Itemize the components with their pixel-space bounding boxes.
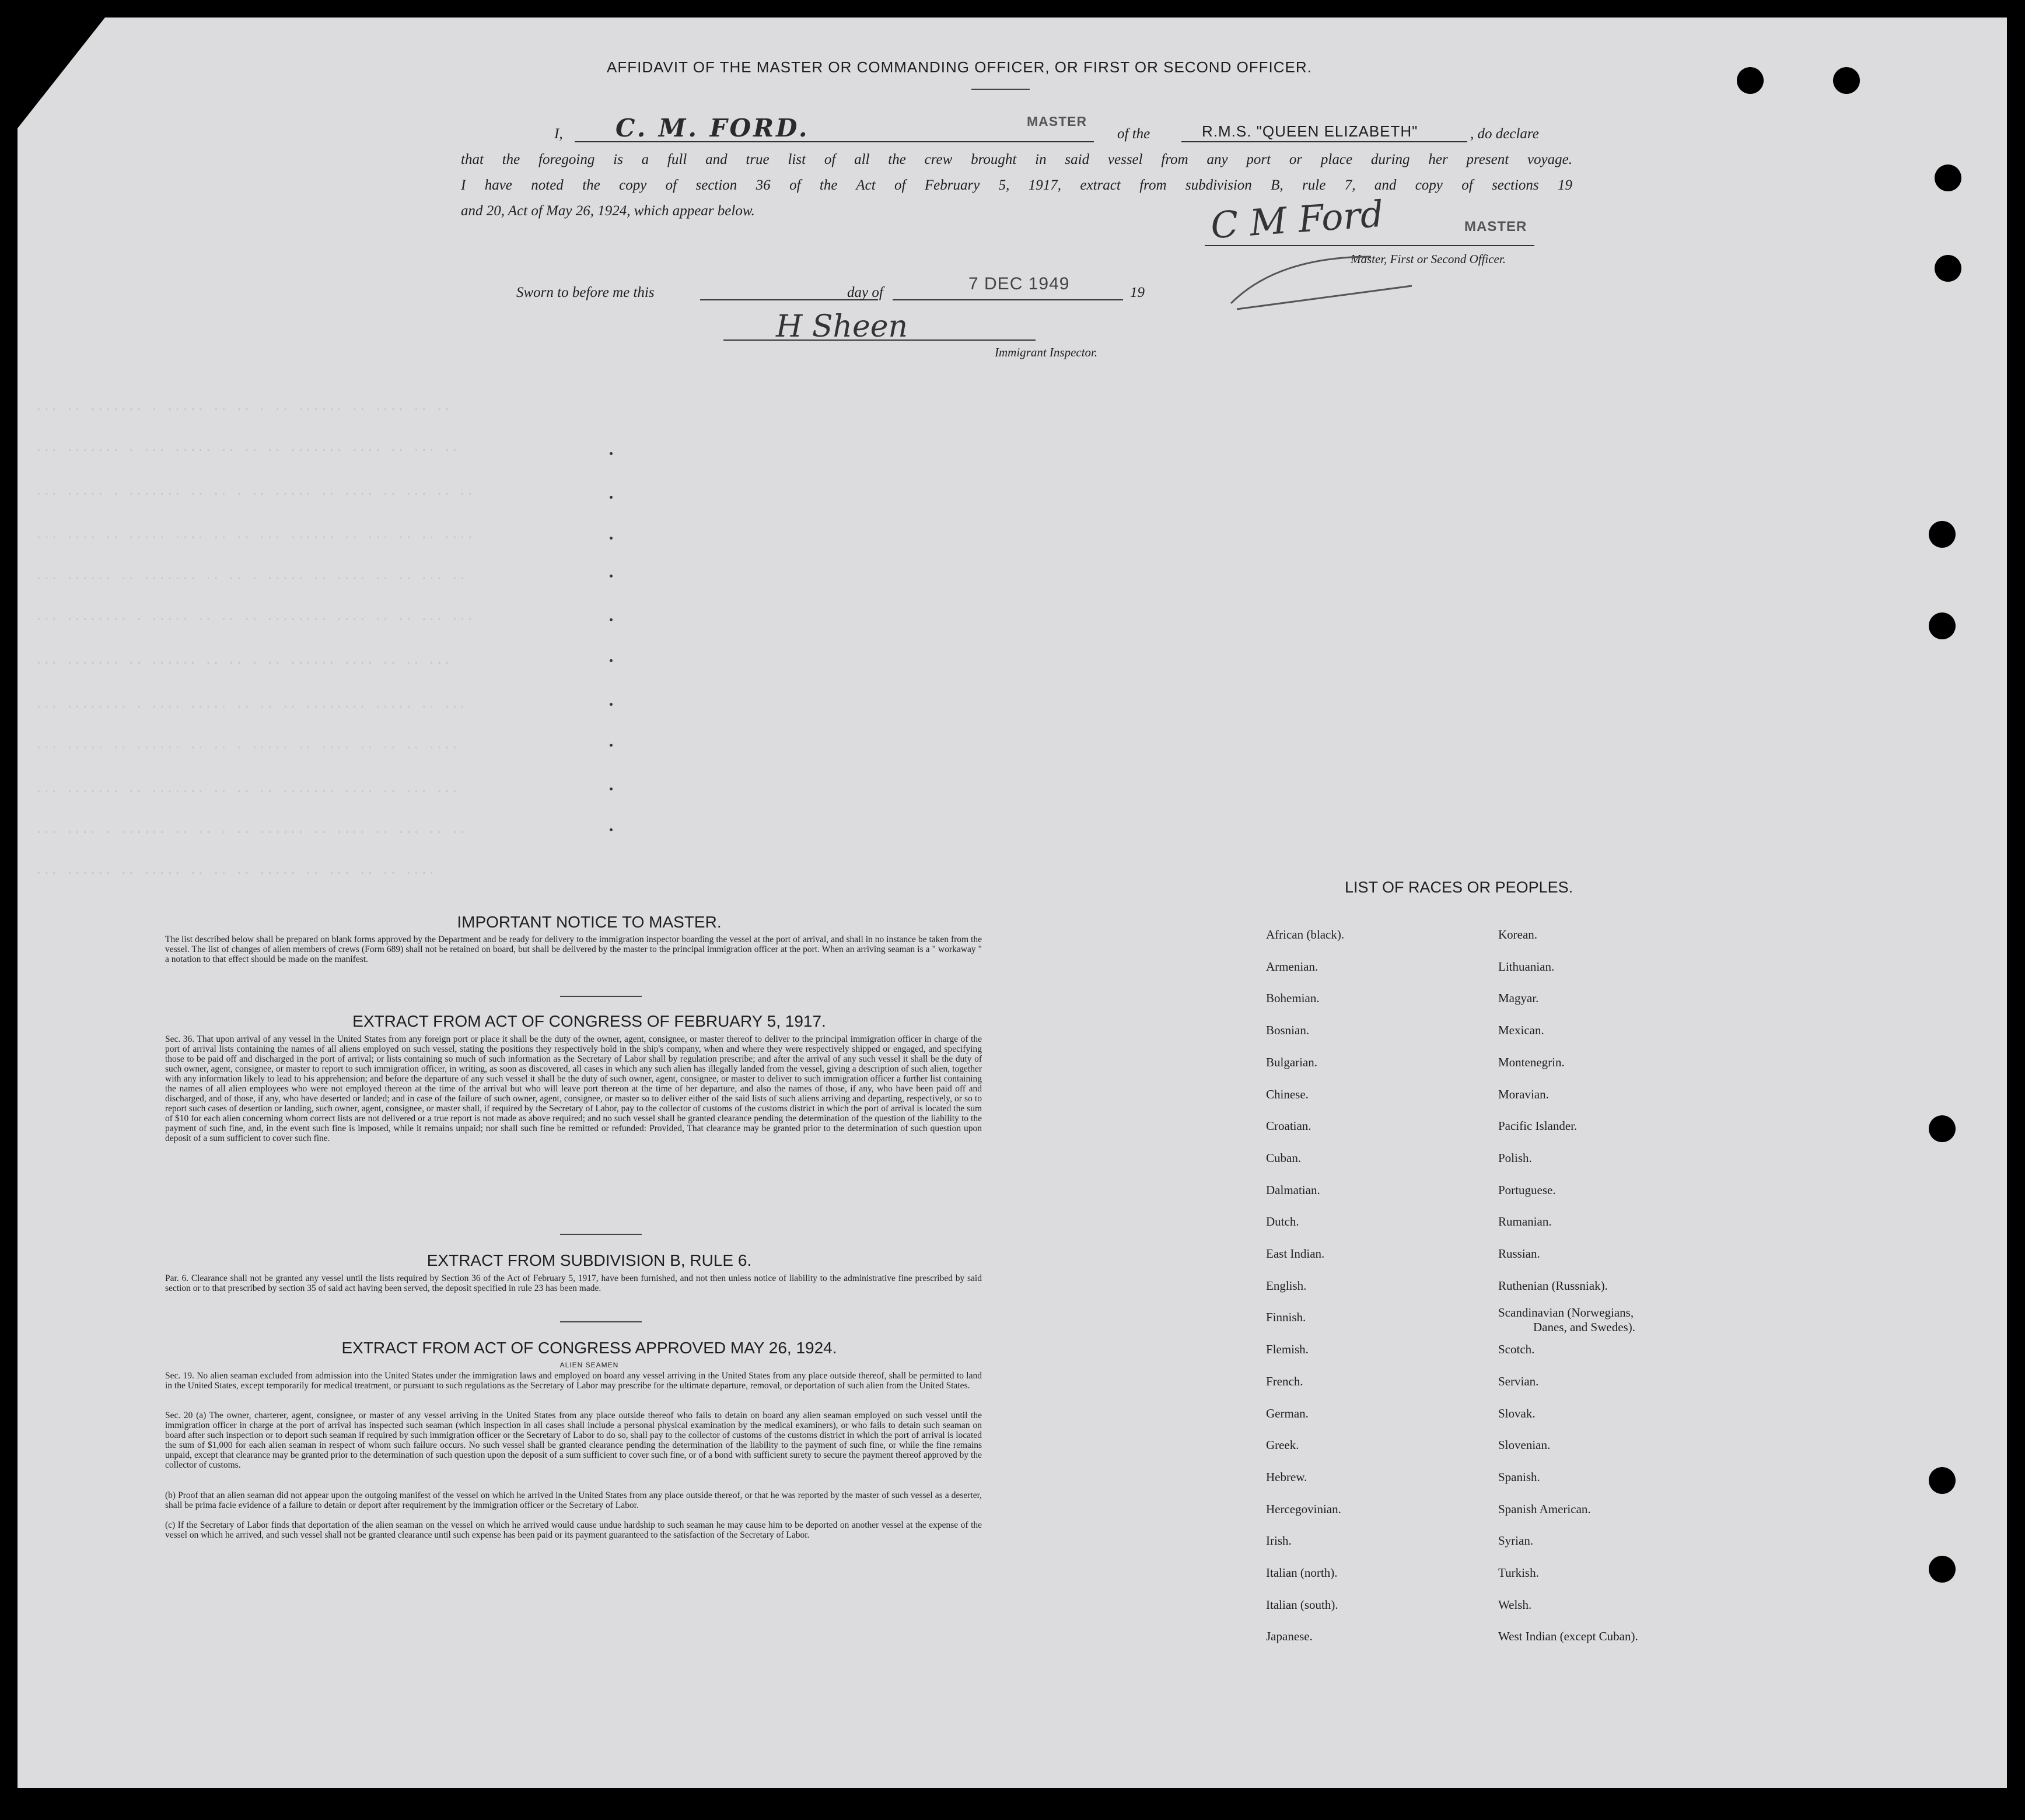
bleed-through-row: ... .... .. ..... .... .. .. ... ...... .. ... .. .. .... bbox=[35, 528, 474, 542]
race-item: Flemish. bbox=[1266, 1342, 1309, 1357]
race-item: Irish. bbox=[1266, 1534, 1292, 1548]
date-stamp: 7 DEC 1949 bbox=[968, 274, 1070, 293]
race-item: Bohemian. bbox=[1266, 991, 1320, 1006]
race-item: East Indian. bbox=[1266, 1247, 1325, 1261]
inspector-caption: Immigrant Inspector. bbox=[995, 345, 1098, 359]
affidavit-prefix: I, bbox=[554, 126, 563, 142]
race-item: Moravian. bbox=[1498, 1087, 1549, 1101]
race-item: Dutch. bbox=[1266, 1214, 1299, 1229]
punch-hole-icon bbox=[1929, 521, 1956, 548]
column-dot bbox=[610, 744, 613, 747]
bleed-through-row: ... ....... .. ...... .. .. . .. ...... .... .. .. ... bbox=[35, 653, 451, 668]
vessel-line bbox=[1181, 141, 1467, 142]
race-item: Japanese. bbox=[1266, 1629, 1313, 1644]
race-item: Hercegovinian. bbox=[1266, 1502, 1341, 1516]
race-item: Bulgarian. bbox=[1266, 1055, 1318, 1069]
clipped-corner bbox=[18, 18, 105, 128]
notice-text: The list described below shall be prepared on blank forms approved by the Department and be ready for delivery to the immigration inspector boarding the vessel at the port of arrival, and shall in no instance be taken from the vessel. The list of changes of alien members of crews (Form 689) shall not be retained on board, but shall be delivered by the master to the principal immigration officer at the port. When an arriving seaman is a " workaway " a notation to that effect should be made on the manifest. bbox=[165, 935, 982, 964]
affidavit-line-4: and 20, Act of May 26, 1924, which appear below. bbox=[461, 203, 755, 219]
punch-hole-icon bbox=[1929, 1467, 1956, 1494]
race-item: Slovak. bbox=[1498, 1406, 1536, 1420]
race-item: Pacific Islander. bbox=[1498, 1119, 1578, 1133]
notice-heading: IMPORTANT NOTICE TO MASTER. bbox=[457, 913, 722, 931]
extract-1924-heading: EXTRACT FROM ACT OF CONGRESS APPROVED MAY 26, 1924. bbox=[341, 1339, 837, 1357]
column-dot bbox=[610, 618, 613, 621]
extract-1917-heading: EXTRACT FROM ACT OF CONGRESS OF FEBRUARY 5, 1917. bbox=[352, 1012, 826, 1030]
title-rule bbox=[971, 89, 1030, 90]
column-dot bbox=[610, 703, 613, 706]
day-of-label: day of bbox=[847, 285, 883, 300]
affidavit-line-2: that the foregoing is a full and true list of all the crew brought in said vessel from any port or place during her present voyage. bbox=[461, 152, 1572, 167]
race-item: Armenian. bbox=[1266, 959, 1318, 974]
sec20c-text: (c) If the Secretary of Labor finds that deportation of the alien seaman on the vessel on which he arrived would cause undue hardship to such seaman he may cause him to be deported on another vessel at the expense of the vessel on which he arrived, and such vessel shall not be granted clearance until such expense has been paid or its payment guaranteed to the satisfaction of the Secretary of Labor. bbox=[165, 1520, 982, 1540]
race-item: Mexican. bbox=[1498, 1023, 1544, 1038]
race-item: Russian. bbox=[1498, 1247, 1540, 1261]
race-item: African (black). bbox=[1266, 928, 1345, 942]
column-dot bbox=[610, 496, 613, 499]
bleed-through-row: ... ...... .. ....... .. .. . ..... .. .... .. .. ... .. bbox=[35, 569, 467, 583]
race-item: Polish. bbox=[1498, 1150, 1532, 1165]
inspector-signature: H Sheen bbox=[776, 309, 908, 344]
sworn-month-line bbox=[893, 299, 1123, 300]
race-item: Italian (south). bbox=[1266, 1597, 1338, 1612]
race-item: Servian. bbox=[1498, 1374, 1539, 1388]
punch-hole-icon bbox=[1929, 1556, 1956, 1583]
extract-1917-text: Sec. 36. That upon arrival of any vessel in the United States from any foreign port or place it shall be the duty of the owner, agent, consignee, or master thereof to deliver to the principal immigration officer in charge of the port of arrival lists containing the names of all aliens employed on such vessel, stating the positions they respectively hold in the ship's company, when and where they were respectively shipped or engaged, and specifying those to be paid off and discharged in the port of arrival; or lists containing so much of such information as the Secretary of Labor shall by regulation prescribe; and after the arrival of any such vessel it shall be the duty of such owner, agent, consignee, or master to report to such immigration officer, in writing, as soon as discovered, all cases in which any such alien has illegally landed from the vessel, giving a description of such alien, together with any information likely to lead to his apprehension; and before the departure of any such vessel it shall be the duty of such owner, agent, consignee, or master to deliver to such immigration officer a further list containing the names of all alien employees who were not employed thereon at the time of the arrival but who will leave port thereon at the time of her departure, and also the names of those, if any, who have been paid off and discharged, and of those, if any, who have deserted or landed; and in case of the failure of such owner, agent, consignee, or master so to deliver either of the said lists of such aliens arriving and departing, respectively, or so to report such cases of desertion or landing, such owner, agent, consignee, or master shall, if required by the Secretary of Labor, pay to the collector of customs of the customs district in which the port of arrival is located the sum of $10 for each alien concerning whom correct lists are not delivered or a true report is not made as above required; and no such vessel shall be granted clearance pending the determination of the question of the liability to the payment of such fine, and, in the event such fine is imposed, while it remains unpaid; nor shall such fine be remitted or refunded: Provided, That clearance may be granted prior to the determination of such question upon deposit of a sum sufficient to cover such fine. bbox=[165, 1034, 982, 1143]
race-item: German. bbox=[1266, 1406, 1309, 1420]
punch-hole-icon bbox=[1929, 1115, 1956, 1142]
races-heading: LIST OF RACES OR PEOPLES. bbox=[1345, 878, 1573, 896]
race-item: Magyar. bbox=[1498, 991, 1539, 1006]
column-dot bbox=[610, 575, 613, 578]
column-dot bbox=[610, 659, 613, 662]
rank-stamp: MASTER bbox=[1027, 114, 1087, 129]
race-item: West Indian (except Cuban). bbox=[1498, 1629, 1638, 1644]
race-item: Welsh. bbox=[1498, 1597, 1532, 1612]
bleed-through-row: ... .... . ...... .. .. . .. ...... .. .... .. ... .. .. bbox=[35, 822, 467, 837]
race-item: Slovenian. bbox=[1498, 1438, 1551, 1452]
master-signature: C M Ford bbox=[1209, 192, 1385, 247]
race-item: English. bbox=[1266, 1278, 1307, 1293]
signature-stamp: MASTER bbox=[1464, 219, 1527, 235]
section-separator bbox=[560, 996, 642, 997]
race-item: Spanish American. bbox=[1498, 1502, 1591, 1516]
race-item: French. bbox=[1266, 1374, 1303, 1388]
race-item: Scotch. bbox=[1498, 1342, 1535, 1357]
race-item: Korean. bbox=[1498, 928, 1538, 942]
of-the-label: of the bbox=[1117, 126, 1150, 142]
bleed-through-row: ... .. ....... . ..... .. .. . .. ...... .. .... .. .. bbox=[35, 400, 451, 414]
rule6-heading: EXTRACT FROM SUBDIVISION B, RULE 6. bbox=[426, 1251, 752, 1269]
column-dot bbox=[610, 788, 613, 790]
race-item: Montenegrin. bbox=[1498, 1055, 1565, 1069]
column-dot bbox=[610, 828, 613, 831]
punch-hole-icon bbox=[1929, 612, 1956, 639]
race-item: Scandinavian (Norwegians, bbox=[1498, 1306, 1634, 1320]
vessel-name: R.M.S. "QUEEN ELIZABETH" bbox=[1202, 123, 1418, 140]
signature-caption: Master, First or Second Officer. bbox=[1351, 252, 1506, 266]
punch-hole-icon bbox=[1737, 67, 1764, 94]
inspector-line bbox=[723, 340, 1036, 341]
signature-flourish bbox=[1219, 245, 1441, 315]
column-dot bbox=[610, 452, 613, 455]
sec20b-text: (b) Proof that an alien seaman did not appear upon the outgoing manifest of the vessel on which he arrived in the United States from any place outside thereof, or that he was reported by the master of such vessel as a deserter, shall be prima facie evidence of a failure to detain or deport after requirement by the immigration officer or the Secretary of Labor. bbox=[165, 1490, 982, 1510]
race-item: Spanish. bbox=[1498, 1469, 1540, 1484]
race-item: Cuban. bbox=[1266, 1150, 1302, 1165]
section-separator bbox=[560, 1321, 642, 1322]
race-item: Danes, and Swedes). bbox=[1533, 1320, 1635, 1334]
bleed-through-row: ... ..... . ....... .. .. . .. ..... .. .... .. ... .. .. bbox=[35, 484, 474, 499]
race-item: Rumanian. bbox=[1498, 1214, 1552, 1229]
race-item: Italian (north). bbox=[1266, 1566, 1338, 1580]
year-prefix: 19 bbox=[1130, 285, 1145, 300]
race-item: Croatian. bbox=[1266, 1119, 1311, 1133]
sworn-prefix: Sworn to before me this bbox=[516, 285, 655, 300]
rule6-text: Par. 6. Clearance shall not be granted any vessel until the lists required by Section 36 of the Act of February 5, 1917, have been furnished, and not then unless notice of liability to the administrative fine prescribed by said section or to that prescribed by section 35 of said act having been served, the deposit specified in rule 23 has been made. bbox=[165, 1273, 982, 1293]
bleed-through-row: ... ....... .. ....... .. .. .. ....... .... .. ... ... bbox=[35, 782, 459, 796]
section-separator bbox=[560, 1234, 642, 1235]
sec19-text: Sec. 19. No alien seaman excluded from admission into the United States under the immigration laws and employed on board any vessel arriving in the United States from any place outside thereof, shall be permitted to land in the United States, except temporarily for medical treatment, or pursuant to such regulations as the Secretary of Labor may prescribe for the ultimate departure, removal, or deportation of such alien from the United States. bbox=[165, 1371, 982, 1391]
punch-hole-icon bbox=[1935, 255, 1961, 282]
race-item: Hebrew. bbox=[1266, 1469, 1307, 1484]
column-dot bbox=[610, 537, 613, 540]
race-item: Chinese. bbox=[1266, 1087, 1309, 1101]
race-item: Ruthenian (Russniak). bbox=[1498, 1278, 1608, 1293]
bleed-through-row: ... ..... .. ...... .. .. . ..... .. .... .. .. .. .... bbox=[35, 738, 459, 752]
punch-hole-icon bbox=[1833, 67, 1860, 94]
sec20a-text: Sec. 20 (a) The owner, charterer, agent, consignee, or master of any vessel arriving in the United States from any place outside thereof who fails to detain on board any alien seaman employed on such vessel until the immigration officer in charge at the port of arrival has inspected such seaman (which inspection in all cases shall include a personal physical examination by the medical examiners), or who fails to detain such seaman on board after such inspection or to deport such seaman if required by such immigration officer or the Secretary of Labor to do so, shall pay to the collector of customs of the customs district in which the port of arrival is located the sum of $1,000 for each alien seaman in respect of whom such failure occurs. No such vessel shall be granted clearance pending the determination of the liability to the payment of such fine, or while the fine remains unpaid, except that clearance may be granted prior to the determination of such question upon the deposit of a sum sufficient to cover such fine, or of a bond with sufficient surety to secure the payment thereof approved by the collector of customs. bbox=[165, 1410, 982, 1470]
alien-seamen-subheading: ALIEN SEAMEN bbox=[559, 1361, 619, 1369]
do-declare-label: , do declare bbox=[1470, 126, 1539, 142]
race-item: Turkish. bbox=[1498, 1566, 1539, 1580]
race-item: Finnish. bbox=[1266, 1310, 1306, 1325]
race-item: Portuguese. bbox=[1498, 1182, 1556, 1197]
affidavit-line-3: I have noted the copy of section 36 of the Act of February 5, 1917, extract from subdivision B, rule 7, and copy of sections 19 bbox=[461, 177, 1572, 193]
punch-hole-icon bbox=[1935, 164, 1961, 191]
race-item: Dalmatian. bbox=[1266, 1182, 1320, 1197]
race-item: Greek. bbox=[1266, 1438, 1299, 1452]
bleed-through-row: ... ........ . ..... .. .. .. ........ .... .. .. ... ... bbox=[35, 610, 474, 624]
race-item: Bosnian. bbox=[1266, 1023, 1310, 1038]
master-name: C. M. FORD. bbox=[615, 114, 810, 142]
race-item: Syrian. bbox=[1498, 1534, 1534, 1548]
bleed-through-row: ... ....... . ... ..... .. .. .. ....... .... .. ... .. bbox=[35, 440, 459, 455]
affidavit-title: AFFIDAVIT OF THE MASTER OR COMMANDING OFFICER, OR FIRST OR SECOND OFFICER. bbox=[607, 58, 1312, 76]
race-item: Lithuanian. bbox=[1498, 959, 1555, 974]
bleed-through-row: ... ...... .. ..... .. .. .. ..... .. ... .. .. .... bbox=[35, 863, 436, 878]
bleed-through-row: ... ........ . .... ..... .. .. .. ........ ..... .. ... bbox=[35, 697, 467, 712]
